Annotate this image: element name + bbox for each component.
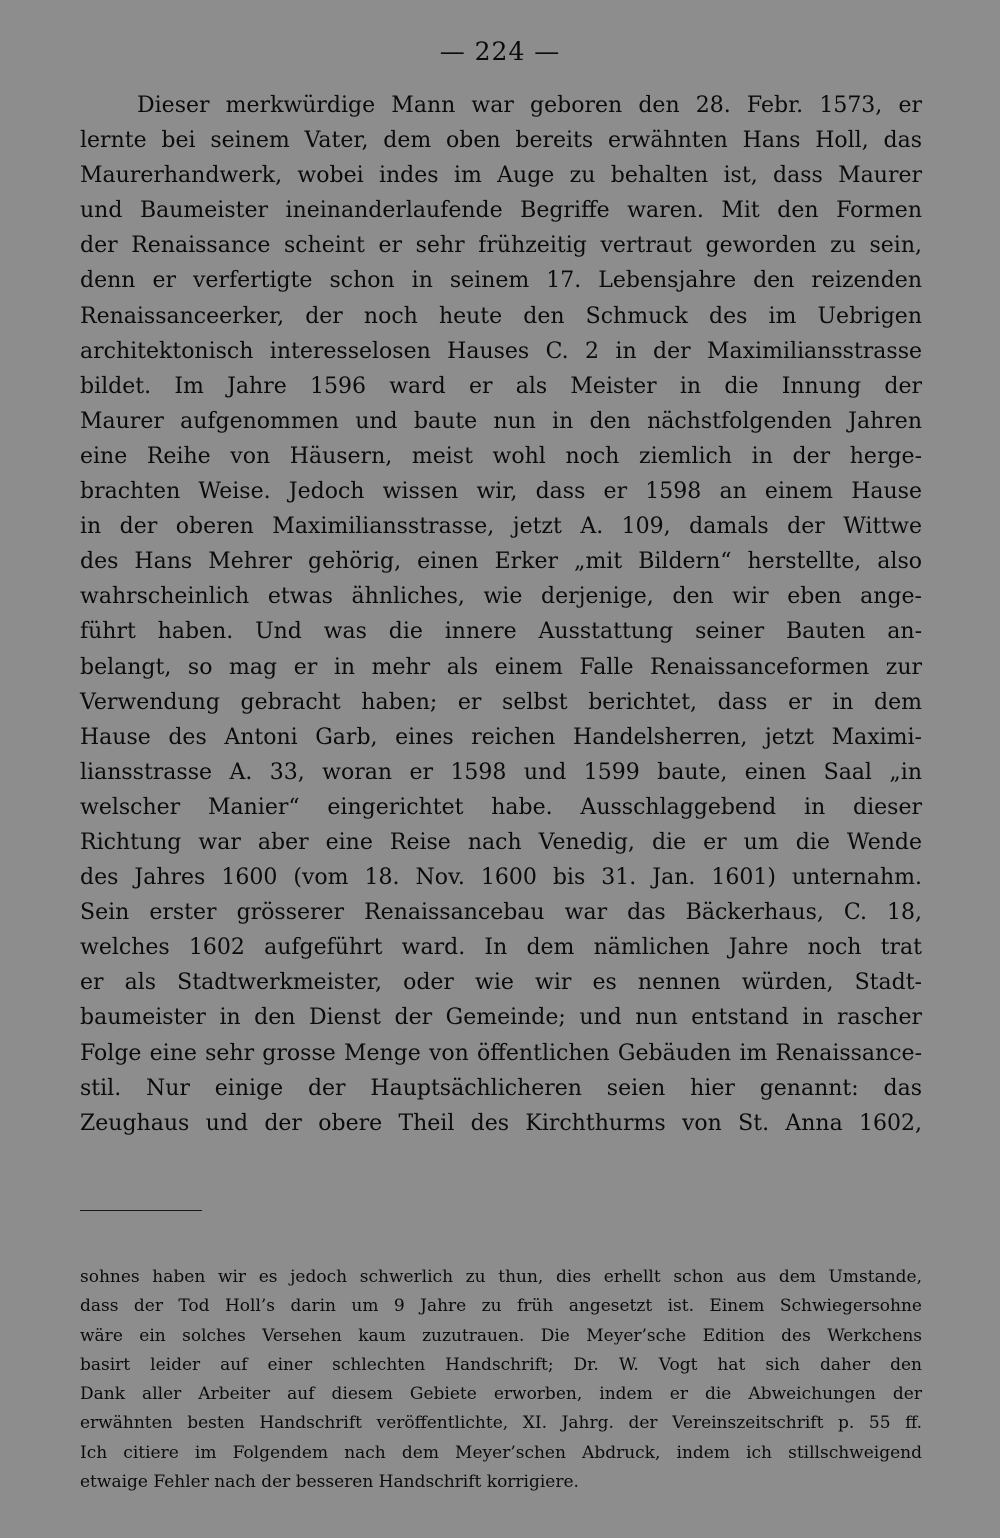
footnote-line: wäre ein solches Versehen kaum zuzutrauen. Die Meyer’sche Edition des Werkchens bbox=[80, 1325, 922, 1346]
body-line: lernte bei seinem Vater, dem oben bereits erwähnten Hans Holl, das bbox=[80, 128, 922, 154]
body-line: Zeughaus und der obere Theil des Kirchthurms von St. Anna 1602, bbox=[80, 1110, 922, 1136]
body-line: bildet. Im Jahre 1596 ward er als Meister in die Innung der bbox=[80, 373, 922, 399]
body-line: Folge eine sehr grosse Menge von öffentlichen Gebäuden im Renaissance- bbox=[80, 1040, 922, 1066]
footnote-block bbox=[80, 1263, 922, 1497]
body-line: Dieser merkwürdige Mann war geboren den 28. Febr. 1573, er bbox=[137, 93, 922, 118]
body-line: architektonisch interesselosen Hauses C. 2 in der Maximiliansstrasse bbox=[80, 338, 922, 364]
page-number: — 224 — bbox=[439, 37, 561, 66]
body-line: des Hans Mehrer gehörig, einen Erker „mit Bildern“ herstellte, also bbox=[80, 549, 922, 575]
body-line: in der oberen Maximiliansstrasse, jetzt A. 109, damals der Wittwe bbox=[80, 514, 922, 540]
footnote-line: basirt leider auf einer schlechten Handschrift; Dr. W. Vogt hat sich daher den bbox=[80, 1354, 922, 1375]
body-line: welches 1602 aufgeführt ward. In dem nämlichen Jahre noch trat bbox=[80, 935, 922, 961]
footnote-divider bbox=[80, 1210, 202, 1211]
footnote-line: erwähnten besten Handschrift veröffentlichte, XI. Jahrg. der Vereinszeitschrift p. 55 ff. bbox=[80, 1413, 922, 1434]
body-line: Verwendung gebracht haben; er selbst berichtet, dass er in dem bbox=[80, 689, 922, 715]
body-line: Maurerhandwerk, wobei indes im Auge zu behalten ist, dass Maurer bbox=[80, 163, 922, 189]
footnote-line: dass der Tod Holl’s darin um 9 Jahre zu früh angesetzt ist. Einem Schwiegersohne bbox=[80, 1296, 922, 1317]
body-line: Hause des Antoni Garb, eines reichen Handelsherren, jetzt Maximi- bbox=[80, 724, 922, 750]
footnote-line: Dank aller Arbeiter auf diesem Gebiete erworben, indem er die Abweichungen der bbox=[80, 1384, 922, 1405]
body-line: er als Stadtwerkmeister, oder wie wir es nennen würden, Stadt- bbox=[80, 970, 922, 996]
main-text-block bbox=[80, 88, 922, 1141]
body-line: wahrscheinlich etwas ähnliches, wie derjenige, den wir eben ange- bbox=[80, 584, 922, 610]
body-line: eine Reihe von Häusern, meist wohl noch ziemlich in der herge- bbox=[80, 443, 922, 469]
footnote-line: etwaige Fehler nach der besseren Handschrift korrigiere. bbox=[80, 1472, 579, 1493]
body-line: liansstrasse A. 33, woran er 1598 und 1599 baute, einen Saal „in bbox=[80, 759, 922, 785]
footnote-line: Ich citiere im Folgendem nach dem Meyer’schen Abdruck, indem ich stillschweigend bbox=[80, 1442, 922, 1463]
body-line: Renaissanceerker, der noch heute den Schmuck des im Uebrigen bbox=[80, 303, 922, 329]
body-line: Maurer aufgenommen und baute nun in den nächstfolgenden Jahren bbox=[80, 408, 922, 434]
body-line: führt haben. Und was die innere Ausstattung seiner Bauten an- bbox=[80, 619, 922, 645]
body-line: denn er verfertigte schon in seinem 17. Lebensjahre den reizenden bbox=[80, 268, 922, 294]
body-line: und Baumeister ineinanderlaufende Begriffe waren. Mit den Formen bbox=[80, 198, 922, 224]
body-line: Richtung war aber eine Reise nach Venedig, die er um die Wende bbox=[80, 829, 922, 855]
body-line: welscher Manier“ eingerichtet habe. Ausschlaggebend in dieser bbox=[80, 794, 922, 820]
body-line: belangt, so mag er in mehr als einem Falle Renaissanceformen zur bbox=[80, 654, 922, 680]
footnote-line: sohnes haben wir es jedoch schwerlich zu thun, dies erhellt schon aus dem Umstande, bbox=[80, 1267, 922, 1287]
body-line: brachten Weise. Jedoch wissen wir, dass er 1598 an einem Hause bbox=[80, 479, 922, 505]
body-line: baumeister in den Dienst der Gemeinde; und nun entstand in rascher bbox=[80, 1005, 922, 1031]
body-line: Sein erster grösserer Renaissancebau war das Bäckerhaus, C. 18, bbox=[80, 900, 922, 926]
body-line: des Jahres 1600 (vom 18. Nov. 1600 bis 31. Jan. 1601) unternahm. bbox=[80, 865, 922, 891]
body-line: stil. Nur einige der Hauptsächlicheren seien hier genannt: das bbox=[80, 1075, 922, 1101]
body-line: der Renaissance scheint er sehr frühzeitig vertraut geworden zu sein, bbox=[80, 233, 922, 259]
